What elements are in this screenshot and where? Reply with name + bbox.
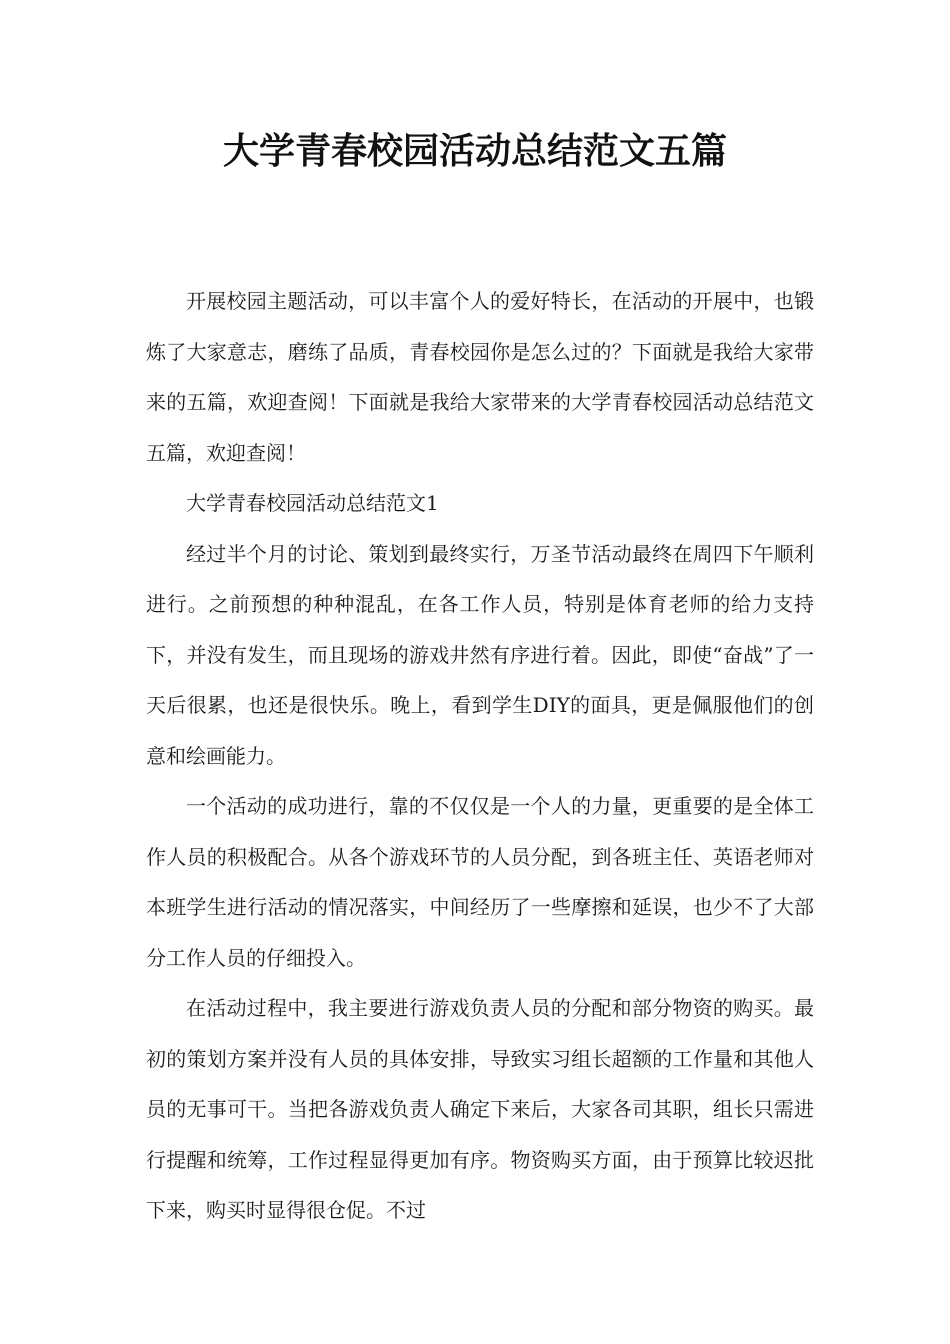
document-body (146, 276, 814, 1236)
body-paragraph: 经过半个月的讨论、策划到最终实行，万圣节活动最终在周四下午顺利进行。之前预想的种种混乱，在各工作人员，特别是体育老师的给力支持下，并没有发生，而且现场的游戏井然有序进行着。因此，即使“奋战”了一天后很累，也还是很快乐。晚上，看到学生DIY的面具，更是佩服他们的创意和绘画能力。 (146, 541, 814, 768)
document-title: 大学青春校园活动总结范文五篇 (222, 131, 727, 172)
intro-paragraph: 开展校园主题活动，可以丰富个人的爱好特长，在活动的开展中，也锻炼了大家意志，磨练了品质，青春校园你是怎么过的？下面就是我给大家带来的五篇，欢迎查阅！下面就是我给大家带来的大学青春校园活动总结范文五篇，欢迎查阅！ (146, 289, 814, 465)
body-paragraph: 在活动过程中，我主要进行游戏负责人员的分配和部分物资的购买。最初的策划方案并没有人员的具体安排，导致实习组长超额的工作量和其他人员的无事可干。当把各游戏负责人确定下来后，大家各司其职，组长只需进行提醒和统筹，工作过程显得更加有序。物资购买方面，由于预算比较迟批下来，购买时显得很仓促。不过 (146, 996, 814, 1222)
section-heading: 大学青春校园活动总结范文1 (186, 491, 439, 515)
body-paragraph: 一个活动的成功进行，靠的不仅仅是一个人的力量，更重要的是全体工作人员的积极配合。从各个游戏环节的人员分配，到各班主任、英语老师对本班学生进行活动的情况落实，中间经历了一些摩擦和延误，也少不了大部分工作人员的仔细投入。 (146, 794, 814, 970)
